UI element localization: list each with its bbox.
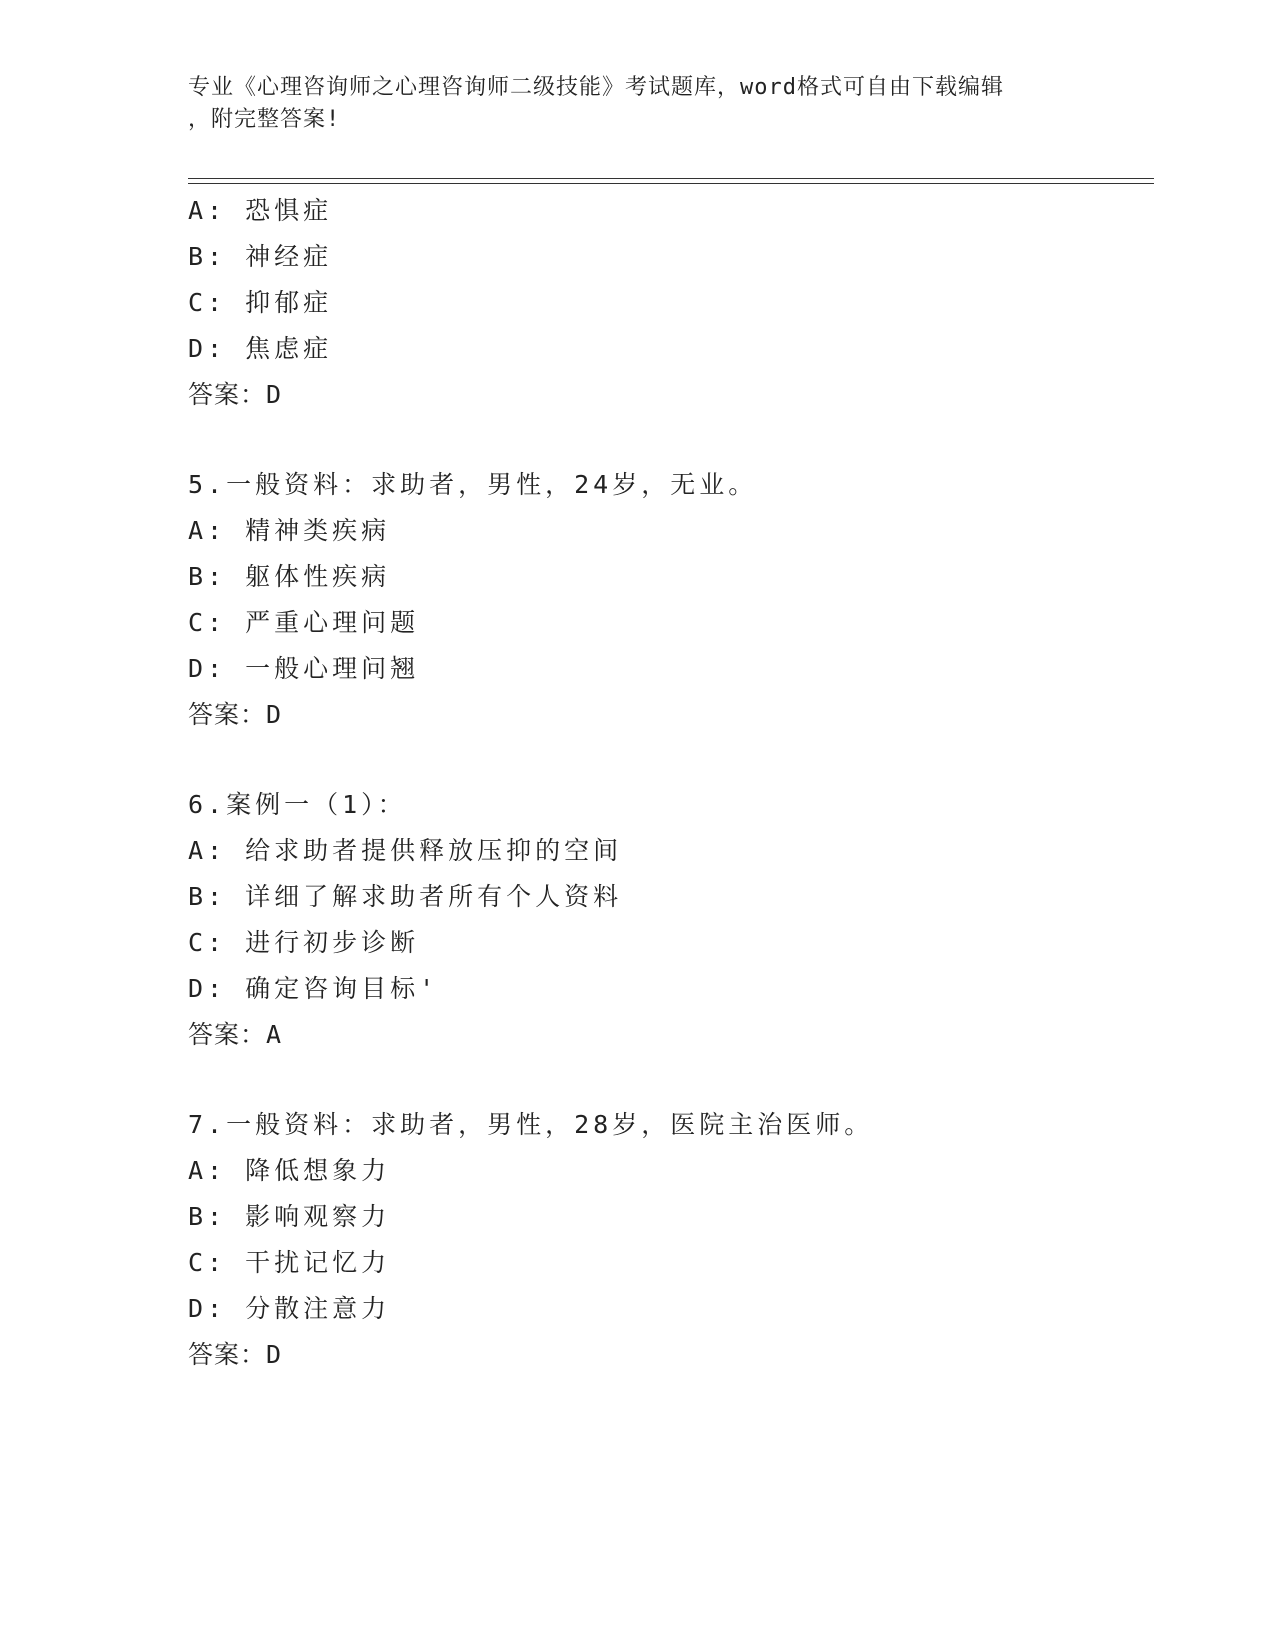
option-c: C: 进行初步诊断 <box>188 928 420 957</box>
header-divider-bottom <box>188 183 1154 184</box>
question-block-7 <box>188 1102 1148 1378</box>
option-d: D: 焦虑症 <box>188 334 333 363</box>
answer-line: 答案：D <box>188 1340 283 1369</box>
question-block-6 <box>188 782 1148 1058</box>
option-a: A: 精神类疾病 <box>188 516 391 545</box>
answer-line: 答案：D <box>188 700 283 729</box>
option-d: D: 一般心理问翘 <box>188 654 420 683</box>
option-d: D: 确定咨询目标' <box>188 974 439 1003</box>
question-block-5 <box>188 462 1148 738</box>
answer-line: 答案：D <box>188 380 283 409</box>
header-title-line-1: 专业《心理咨询师之心理咨询师二级技能》考试题库，word格式可自由下载编辑 <box>188 75 1004 100</box>
question-block-4 <box>188 188 1148 418</box>
option-a: A: 恐惧症 <box>188 196 333 225</box>
header-title-line-2: ，附完整答案! <box>188 107 341 132</box>
spacer <box>188 418 1148 462</box>
question-stem: 6.案例一（1）： <box>188 790 407 819</box>
option-a: A: 降低想象力 <box>188 1156 391 1185</box>
question-stem: 7.一般资料：求助者，男性，28岁，医院主治医师。 <box>188 1110 874 1139</box>
option-c: C: 抑郁症 <box>188 288 333 317</box>
option-d: D: 分散注意力 <box>188 1294 391 1323</box>
option-b: B: 躯体性疾病 <box>188 562 391 591</box>
option-b: B: 神经症 <box>188 242 333 271</box>
answer-line: 答案：A <box>188 1020 283 1049</box>
question-stem: 5.一般资料：求助者，男性，24岁，无业。 <box>188 470 758 499</box>
option-b: B: 影响观察力 <box>188 1202 391 1231</box>
option-c: C: 干扰记忆力 <box>188 1248 391 1277</box>
option-b: B: 详细了解求助者所有个人资料 <box>188 882 623 911</box>
option-c: C: 严重心理问题 <box>188 608 420 637</box>
spacer <box>188 1058 1148 1102</box>
question-list <box>188 188 1148 1378</box>
document-header <box>188 72 1088 136</box>
option-a: A: 给求助者提供释放压抑的空间 <box>188 836 623 865</box>
header-divider-top <box>188 178 1154 179</box>
spacer <box>188 738 1148 782</box>
